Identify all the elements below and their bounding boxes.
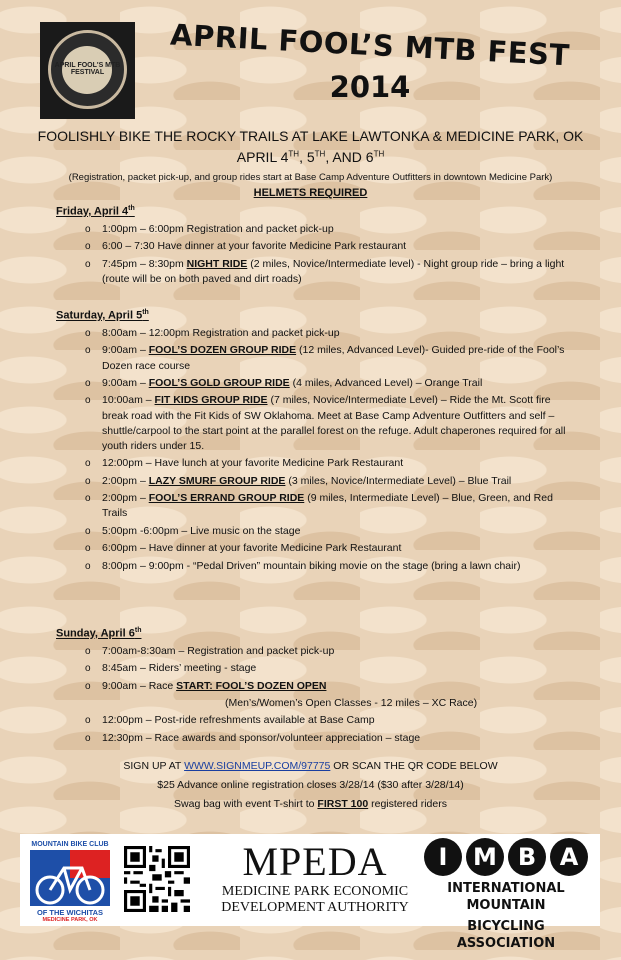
imba-letter-b: B [508,838,546,876]
saturday-list [85,326,575,576]
saturday-heading: Saturday, April 5th [56,309,149,322]
mbc-logo [26,838,114,922]
item-text: 5:00pm -6:00pm – Live music on the stage [102,524,301,537]
sponsor-footer [20,834,600,951]
sunday-item [85,731,575,746]
helmets-required: HELMETS REQUIRED [253,187,368,199]
event-title: APRIL FOOL’S MTB FEST [169,17,571,73]
ride-name: FOOL’S DOZEN GROUP RIDE [148,344,297,357]
saturday-item [85,559,575,574]
sunday-item [85,713,575,728]
swag-line [0,795,621,814]
item-text: 9:00am – [102,344,149,357]
imba-letter-a: A [550,838,588,876]
pricing-line: $25 Advance online registration closes 3/28/14 ($30 after 3/28/14) [157,779,464,791]
logo-text: APRIL FOOL'S MTB FESTIVAL [54,62,121,76]
ride-name: FOOL’S ERRAND GROUP RIDE [148,492,305,505]
ride-name: START: FOOL’S DOZEN OPEN [176,679,327,692]
ride-name: NIGHT RIDE [186,257,248,270]
saturday-item [85,343,575,373]
friday-list [85,222,575,289]
friday-item [85,222,575,237]
mpeda-acronym: MPEDA [242,839,388,884]
imba-line2: BICYCLING ASSOCIATION [456,919,556,951]
imba-letter-i: I [424,838,462,876]
friday-item [85,257,575,287]
qr-code-icon[interactable] [124,846,190,912]
item-detail: (4 miles, Advanced Level) – Orange Trail [289,376,483,389]
item-text: 12:00pm – Have lunch at your favorite Medicine Park Restaurant [102,457,404,470]
sunday-item [85,661,575,676]
item-text: 12:00pm – Post-ride refreshments available at Base Camp [102,714,375,727]
imba-line1: INTERNATIONAL MOUNTAIN [447,881,565,913]
mpeda-line2: DEVELOPMENT AUTHORITY [221,900,409,915]
sunday-heading: Sunday, April 6th [56,627,142,640]
item-text: 2:00pm – [102,492,149,505]
mpeda-logo [205,840,425,916]
saturday-item [85,491,575,521]
signup-link[interactable]: WWW.SIGNMEUP.COM/97775 [184,760,331,772]
sunday-item [85,679,575,694]
friday-item [85,239,575,254]
race-classes-note: (Men’s/Women’s Open Classes - 12 miles – XC Race) [225,697,478,710]
ride-name: FIT KIDS GROUP RIDE [154,394,268,407]
saturday-item [85,456,575,471]
item-text: 7:45pm – 8:30pm [102,257,187,270]
saturday-item [85,376,575,391]
signup-line [0,757,621,776]
item-detail: (12 miles, Advanced Level)- Guided pre-ride of the Fool’s Dozen race course [102,344,565,372]
imba-logo [416,838,596,952]
item-detail: (7 miles, Novice/Intermediate Level) – Ride the Mt. Scott fire break road with the Fit Kids of SW Oklahoma. Meet at Base Camp Adventure Outfitters and self –shuttle/carpool to the start point at the parallel forest on the refuge. Adult chaperones required for all youth riders under 15. [102,394,566,452]
saturday-item [85,541,575,556]
item-text: 8:00am – 12:00pm Registration and packet pick-up [102,327,340,339]
saturday-item [85,524,575,539]
imba-letters [416,838,596,876]
ride-name: LAZY SMURF GROUP RIDE [148,474,286,487]
item-text: 8:00pm – 9:00pm - “Pedal Driven” mountain biking movie on the stage (bring a lawn chair) [102,559,521,572]
item-detail: (3 miles, Novice/Intermediate Level) – Blue Trail [285,474,512,487]
event-dates: APRIL 4TH, 5TH, AND 6TH [236,149,385,165]
item-text: 2:00pm – [102,474,149,487]
swag-post: registered riders [368,798,447,810]
item-text: 6:00 – 7:30 Have dinner at your favorite Medicine Park restaurant [102,240,407,253]
item-detail: (2 miles, Novice/Intermediate level) - Night group ride – bring a light (route will be on both paved and dirt roads) [102,257,565,285]
signup-post: OR SCAN THE QR CODE BELOW [330,760,498,772]
mbc-top-text: MOUNTAIN BIKE CLUB [31,841,109,848]
saturday-item [85,474,575,489]
tagline: FOOLISHLY BIKE THE ROCKY TRAILS AT LAKE LAWTONKA & MEDICINE PARK, OK [37,128,584,144]
item-text: 7:00am-8:30am – Registration and packet pick-up [102,645,335,657]
item-text: 12:30pm – Race awards and sponsor/volunteer appreciation – stage [102,731,421,744]
item-text: 6:00pm – Have dinner at your favorite Medicine Park Restaurant [102,542,402,555]
swag-pre: Swag bag with event T-shirt to [174,798,318,810]
event-year: 2014 [329,70,411,104]
swag-bold: FIRST 100 [317,798,369,810]
saturday-item [85,326,575,341]
item-text: 10:00am – [102,394,155,407]
item-text: 9:00am – Race [102,679,177,692]
sunday-list [85,644,575,748]
mpeda-line1: MEDICINE PARK ECONOMIC [221,884,409,899]
friday-heading: Friday, April 4th [56,205,135,218]
signup-pre: SIGN UP AT [123,760,185,772]
sunday-item [85,644,575,659]
imba-letter-m: M [466,838,504,876]
item-text: 8:45am – Riders’ meeting - stage [102,662,257,675]
item-detail: (9 miles, Intermediate Level) – Blue, Green, and Red Trails [102,492,553,520]
festival-logo [40,22,135,119]
ride-name: FOOL’S GOLD GROUP RIDE [148,376,290,389]
item-text: 9:00am – [102,376,149,389]
mbc-bottom-text: OF THE WICHITAS [36,908,104,917]
mbc-place-text: MEDICINE PARK, OK [42,917,98,922]
registration-note: (Registration, packet pick-up, and group rides start at Base Camp Adventure Outfitters in downtown Medicine Park) [68,172,553,183]
item-text: 1:00pm – 6:00pm Registration and packet pick-up [102,223,334,235]
saturday-item [85,393,575,454]
